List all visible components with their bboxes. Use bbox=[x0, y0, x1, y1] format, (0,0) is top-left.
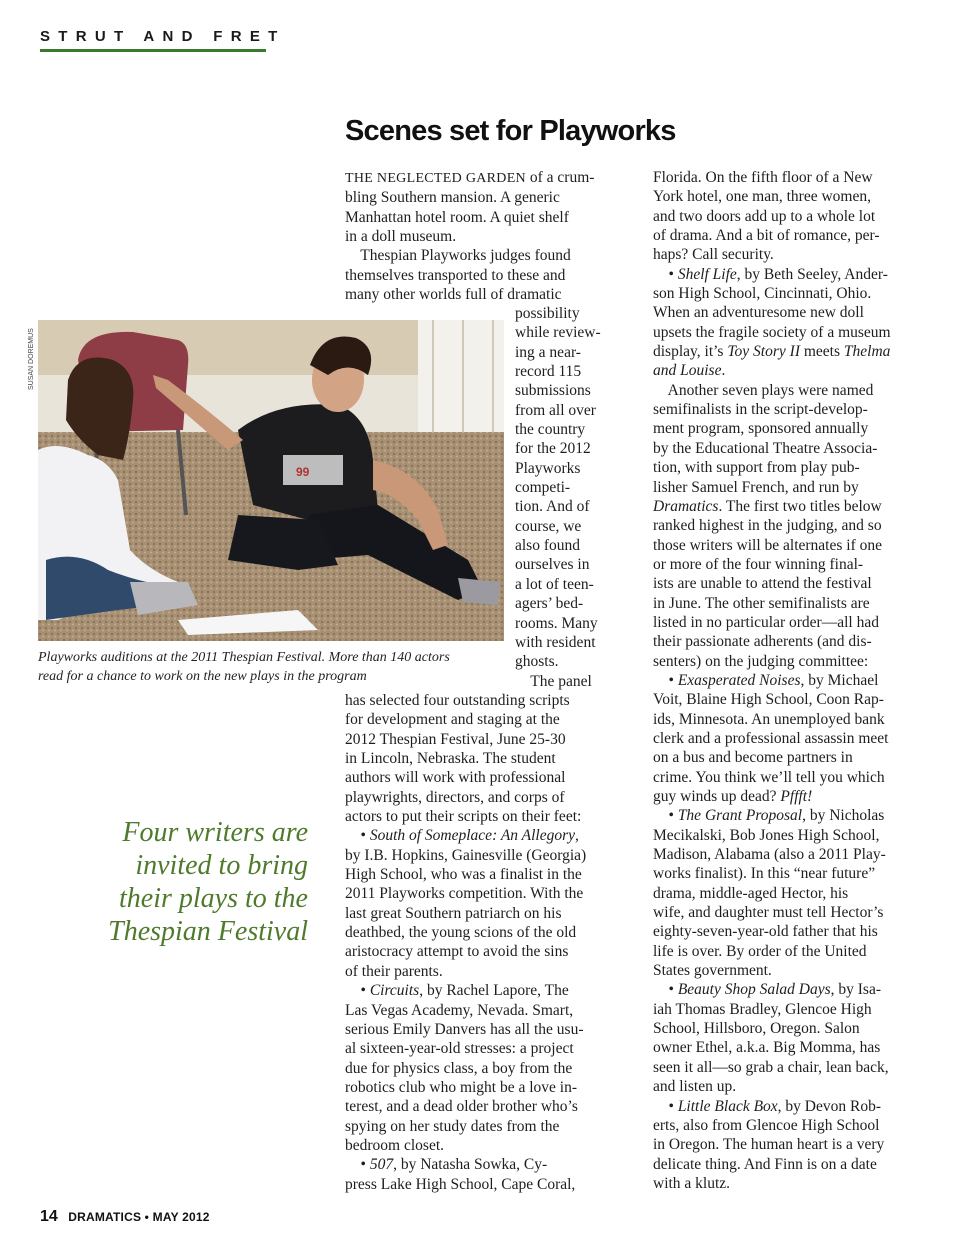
body-line: seen it all—so grab a chair, lean back, bbox=[653, 1058, 889, 1076]
body-line: in June. The other semifinalists are bbox=[653, 594, 870, 612]
body-line: listed in no particular order—all had bbox=[653, 613, 879, 631]
body-line: Voit, Blaine High School, Coon Rap- bbox=[653, 691, 884, 709]
column-1-top bbox=[345, 168, 607, 304]
body-line: York hotel, one man, three women, bbox=[653, 188, 871, 206]
photo-credit: SUSAN DOREMUS bbox=[28, 328, 35, 390]
body-line: serious Emily Danvers has all the usu- bbox=[345, 1020, 584, 1038]
page-footer bbox=[40, 1208, 210, 1226]
body-line: ranked highest in the judging, and so bbox=[653, 517, 882, 535]
column-1-wrap bbox=[515, 304, 615, 691]
photo-caption bbox=[38, 648, 508, 686]
body-line: ment program, sponsored annually bbox=[653, 420, 869, 438]
body-line: works finalist). In this “near future” bbox=[653, 865, 876, 883]
body-line: authors will work with professional bbox=[345, 769, 566, 787]
body-line: eighty-seven-year-old father that his bbox=[653, 923, 878, 941]
body-line: spying on her study dates from the bbox=[345, 1117, 560, 1135]
caption-line: read for a chance to work on the new plays in the program bbox=[38, 669, 367, 684]
body-line: possibility bbox=[515, 305, 580, 322]
body-line: Madison, Alabama (also a 2011 Play- bbox=[653, 846, 886, 864]
section-label: STRUT AND FRET bbox=[40, 28, 286, 45]
lead-in: THE NEGLECTED GARDEN bbox=[345, 171, 526, 186]
body-line: by the Educational Theatre Associa- bbox=[653, 439, 878, 457]
body-line: owner Ethel, a.k.a. Big Momma, has bbox=[653, 1039, 881, 1057]
body-line: and listen up. bbox=[653, 1078, 737, 1096]
caption-line: Playworks auditions at the 2011 Thespian Festival. More than 140 actors bbox=[38, 650, 450, 665]
pull-quote-line: invited to bring bbox=[135, 850, 308, 881]
body-line: • Shelf Life, by Beth Seeley, Ander- bbox=[653, 265, 888, 283]
body-line: al sixteen-year-old stresses: a project bbox=[345, 1040, 574, 1058]
body-line: iah Thomas Bradley, Glencoe High bbox=[653, 1000, 872, 1018]
body-line: of their parents. bbox=[345, 962, 443, 980]
body-line: ids, Minnesota. An unemployed bank bbox=[653, 710, 885, 728]
body-line: High School, who was a finalist in the bbox=[345, 866, 582, 884]
body-line: • The Grant Proposal, by Nicholas bbox=[653, 807, 885, 825]
body-line: tion, with support from play pub- bbox=[653, 459, 860, 477]
body-line: Las Vegas Academy, Nevada. Smart, bbox=[345, 1001, 574, 1019]
body-line: bedroom closet. bbox=[345, 1136, 445, 1154]
pull-quote-line: Four writers are bbox=[122, 817, 308, 848]
body-line: senters) on the judging committee: bbox=[653, 652, 869, 670]
body-line: 2011 Playworks competition. With the bbox=[345, 885, 584, 903]
body-line: drama, middle-aged Hector, his bbox=[653, 884, 849, 902]
body-line: due for physics class, a boy from the bbox=[345, 1059, 573, 1077]
column-1-rest bbox=[345, 691, 617, 1194]
column-2 bbox=[653, 168, 923, 1193]
body-line: submissions bbox=[515, 382, 591, 400]
body-line: or more of the four winning final- bbox=[653, 555, 864, 573]
body-line: School, Hillsboro, Oregon. Salon bbox=[653, 1020, 860, 1038]
body-line: Florida. On the fifth floor of a New bbox=[653, 169, 873, 186]
body-line: ists are unable to attend the festival bbox=[653, 575, 872, 593]
body-line: lisher Samuel French, and run by bbox=[653, 478, 859, 496]
body-line: ghosts. bbox=[515, 653, 559, 671]
body-line: and Louise. bbox=[653, 362, 726, 380]
body-line: robotics club who might be a love in- bbox=[345, 1078, 578, 1096]
body-line: • 507, by Natasha Sowka, Cy- bbox=[345, 1156, 548, 1174]
body-line: life is over. By order of the United bbox=[653, 942, 867, 960]
body-line: a lot of teen- bbox=[515, 575, 594, 593]
body-line: for the 2012 bbox=[515, 440, 591, 458]
pull-quote bbox=[70, 816, 308, 948]
body-line: States government. bbox=[653, 962, 772, 980]
body-line: ing a near- bbox=[515, 343, 581, 361]
body-line: for development and staging at the bbox=[345, 711, 560, 729]
body-line: tion. And of bbox=[515, 498, 590, 516]
body-line: • Little Black Box, by Devon Rob- bbox=[653, 1097, 881, 1115]
body-line: son High School, Cincinnati, Ohio. bbox=[653, 285, 872, 303]
body-line: delicate thing. And Finn is on a date bbox=[653, 1155, 877, 1173]
body-line: on a bus and become partners in bbox=[653, 749, 853, 767]
body-line: • Exasperated Noises, by Michael bbox=[653, 671, 879, 689]
body-line: in a doll museum. bbox=[345, 228, 457, 246]
body-line: the country bbox=[515, 421, 586, 439]
body-line: many other worlds full of dramatic bbox=[345, 286, 562, 304]
body-line: with a klutz. bbox=[653, 1174, 731, 1192]
pull-quote-line: their plays to the bbox=[119, 883, 308, 914]
body-line: aristocracy attempt to avoid the sins bbox=[345, 943, 569, 961]
body-line: Dramatics. The first two titles below bbox=[653, 497, 882, 515]
body-line: in Oregon. The human heart is a very bbox=[653, 1136, 885, 1154]
body-line: press Lake High School, Cape Coral, bbox=[345, 1175, 576, 1193]
body-line: • South of Someplace: An Allegory, bbox=[345, 827, 579, 845]
body-line: from all over bbox=[515, 401, 596, 419]
body-line: course, we bbox=[515, 517, 582, 535]
body-line: wife, and daughter must tell Hector’s bbox=[653, 904, 884, 922]
page-number: 14 bbox=[40, 1208, 58, 1225]
body-line: actors to put their scripts on their feet: bbox=[345, 808, 582, 826]
body-line: record 115 bbox=[515, 363, 582, 381]
body-line: bling Southern mansion. A generic bbox=[345, 189, 560, 207]
body-line: Another seven plays were named bbox=[653, 381, 874, 399]
body-line: terest, and a dead older brother who’s bbox=[345, 1098, 578, 1116]
body-line: THE NEGLECTED GARDEN of a crum- bbox=[345, 169, 595, 186]
pull-quote-line: Thespian Festival bbox=[108, 916, 308, 947]
body-line: their passionate adherents (and dis- bbox=[653, 633, 872, 651]
body-line: Mecikalski, Bob Jones High School, bbox=[653, 826, 880, 844]
section-rule bbox=[40, 49, 266, 52]
body-line: haps? Call security. bbox=[653, 246, 774, 264]
shirt-number: 99 bbox=[296, 465, 310, 479]
body-line: deathbed, the young scions of the old bbox=[345, 924, 577, 942]
body-line: also found bbox=[515, 537, 581, 555]
body-line: competi- bbox=[515, 479, 571, 497]
body-line: those writers will be alternates if one bbox=[653, 536, 882, 554]
body-line: Manhattan hotel room. A quiet shelf bbox=[345, 208, 569, 226]
body-line: while review- bbox=[515, 324, 601, 342]
body-line: upsets the fragile society of a museum bbox=[653, 323, 891, 341]
body-line: • Beauty Shop Salad Days, by Isa- bbox=[653, 981, 882, 999]
body-line: of drama. And a bit of romance, per- bbox=[653, 227, 880, 245]
body-line: ourselves in bbox=[515, 556, 590, 574]
body-line: guy winds up dead? Pffft! bbox=[653, 788, 813, 805]
body-line: agers’ bed- bbox=[515, 595, 584, 613]
body-line: has selected four outstanding scripts bbox=[345, 692, 570, 709]
audition-photo-illustration bbox=[38, 320, 504, 641]
body-line: When an adventuresome new doll bbox=[653, 304, 864, 322]
body-line: by I.B. Hopkins, Gainesville (Georgia) bbox=[345, 846, 587, 864]
body-line: in Lincoln, Nebraska. The student bbox=[345, 750, 556, 768]
body-line: with resident bbox=[515, 633, 596, 651]
article-headline: Scenes set for Playworks bbox=[345, 115, 676, 147]
body-line: Thespian Playworks judges found bbox=[345, 247, 571, 265]
body-line: The panel bbox=[515, 672, 592, 690]
body-line: 2012 Thespian Festival, June 25-30 bbox=[345, 730, 566, 748]
body-line: themselves transported to these and bbox=[345, 266, 566, 284]
body-line: clerk and a professional assassin meet bbox=[653, 729, 889, 747]
body-line: rooms. Many bbox=[515, 614, 598, 632]
body-line: Playworks bbox=[515, 459, 581, 477]
body-line: semifinalists in the script-develop- bbox=[653, 401, 868, 419]
body-line: display, it’s Toy Story II meets Thelma bbox=[653, 343, 891, 361]
body-line: erts, also from Glencoe High School bbox=[653, 1116, 880, 1134]
body-line: last great Southern patriarch on his bbox=[345, 904, 562, 922]
publication-line: DRAMATICS • MAY 2012 bbox=[68, 1210, 210, 1224]
body-line: and two doors add up to a whole lot bbox=[653, 207, 876, 225]
body-line: playwrights, directors, and corps of bbox=[345, 788, 565, 806]
body-line: • Circuits, by Rachel Lapore, The bbox=[345, 982, 569, 1000]
body-line: crime. You think we’ll tell you which bbox=[653, 768, 885, 786]
audition-photo bbox=[38, 320, 504, 641]
